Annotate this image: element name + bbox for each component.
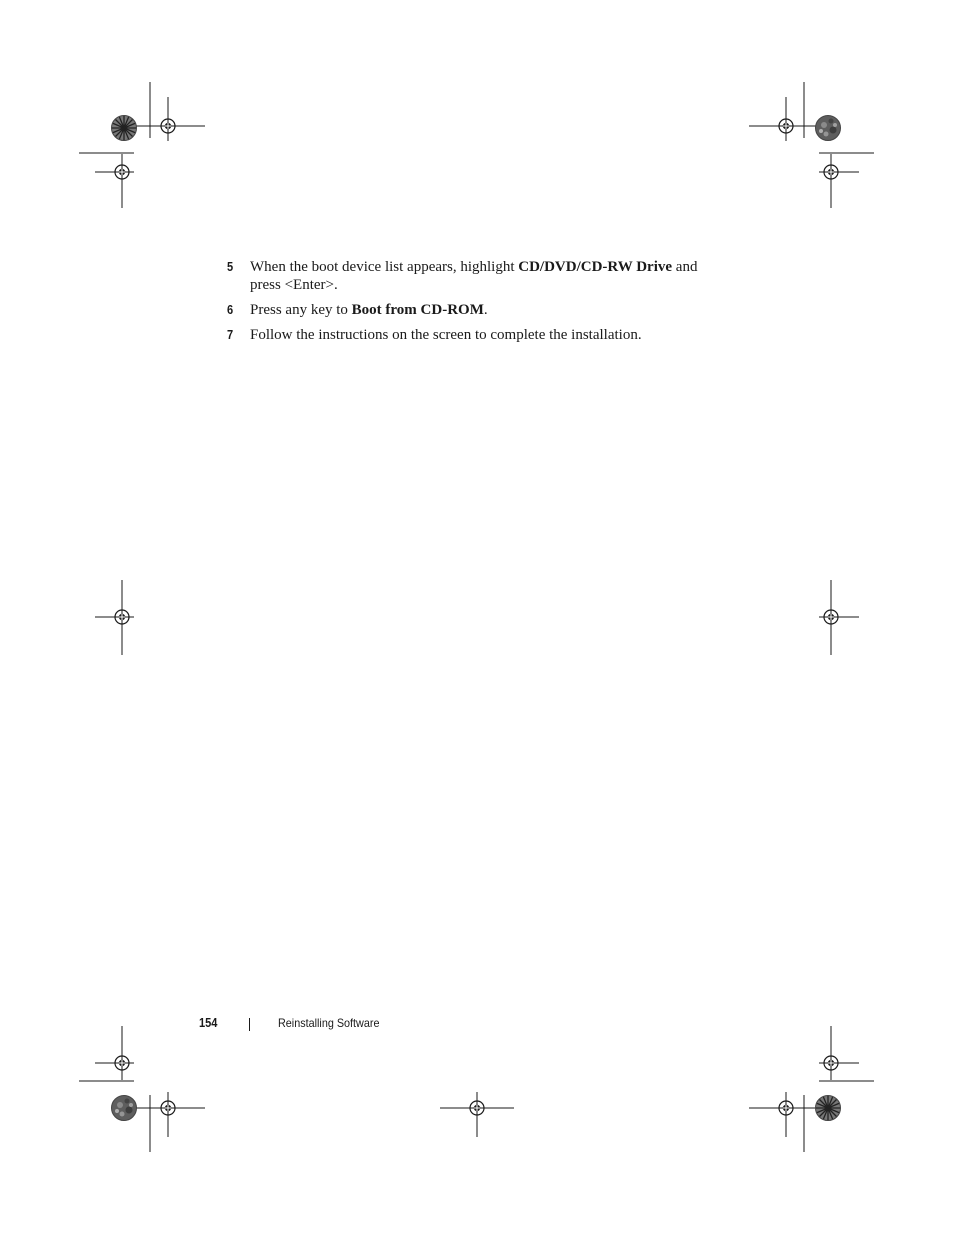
section-title: Reinstalling Software — [278, 1016, 380, 1030]
step-emphasis: Boot from CD-ROM — [351, 302, 484, 318]
step-text: Follow the instructions on the screen to complete the installation. — [250, 327, 642, 343]
step-number: 7 — [227, 327, 234, 342]
step-text: and press <Enter>. — [250, 259, 698, 293]
footer-divider — [249, 1018, 250, 1031]
step-6 — [227, 301, 707, 319]
step-7 — [227, 326, 707, 344]
page-number: 154 — [199, 1015, 218, 1030]
step-text: . — [483, 302, 488, 318]
step-number: 6 — [227, 302, 234, 317]
step-text: When the boot device list appears, highlight — [250, 259, 519, 275]
step-emphasis: CD/DVD/CD-RW Drive — [518, 259, 673, 275]
step-text: Press any key to — [250, 302, 352, 318]
step-5 — [227, 258, 707, 294]
step-number: 5 — [227, 259, 234, 274]
step-list — [227, 258, 707, 351]
